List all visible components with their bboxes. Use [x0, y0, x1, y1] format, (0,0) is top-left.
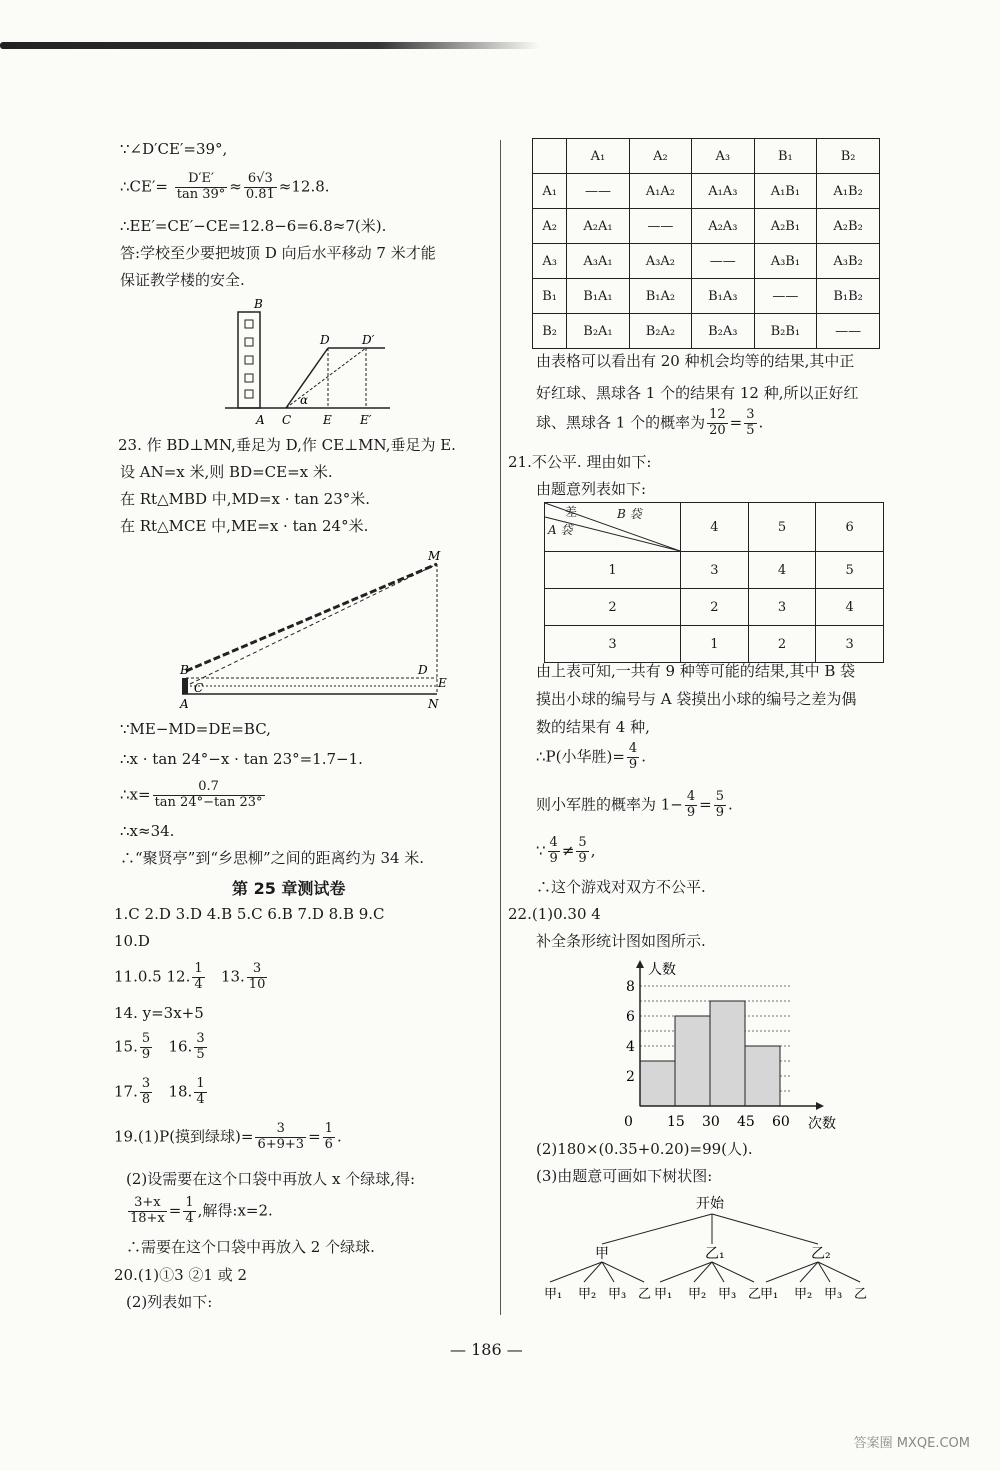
answer-20-2: (2)列表如下: — [126, 1293, 213, 1311]
sol-23b-line-1: ∵ME−MD=DE=BC, — [120, 720, 271, 738]
top-rule — [0, 42, 540, 49]
table-cell: B₁A₁ — [567, 279, 629, 314]
t1-fraction-2: $\frac{3}{5}$ — [746, 407, 755, 438]
answers-11-13: 11.0.5 12. $\frac{1}{4}$ 13. $\frac{3}{10}$ — [114, 961, 266, 992]
x-fraction: $\frac{0.7}{\tan 24^\circ-\tan 23^\circ}$ — [154, 779, 263, 810]
answers-line-2: 10.D — [114, 932, 150, 950]
q22-line-4: (3)由题意可画如下树状图: — [536, 1167, 713, 1185]
table-cell: —— — [817, 314, 880, 349]
table-cell: 2 — [681, 589, 749, 626]
tree-diagram — [520, 1192, 900, 1307]
table-cell: B₁A₃ — [692, 279, 754, 314]
fig1-label-e-prime: E′ — [360, 413, 372, 427]
table-row — [533, 279, 880, 314]
table-cell: A₂A₁ — [567, 209, 629, 244]
table-cell: A₃A₁ — [567, 244, 629, 279]
table-cell: B₂A₁ — [567, 314, 629, 349]
table-cell: 3 — [681, 552, 749, 589]
tree-node: 乙₁ — [705, 1246, 725, 1262]
table-row — [545, 552, 884, 589]
q21-text-2: 摸出小球的编号与 A 袋摸出小球的编号之差为偶 — [536, 690, 857, 708]
table-cell: —— — [754, 279, 817, 314]
table-cell: B₁B₂ — [817, 279, 880, 314]
table-cell: 4 — [748, 552, 816, 589]
table-cell: B₂A₂ — [629, 314, 691, 349]
table-header-cell: 5 — [748, 503, 816, 552]
tree-root: 开始 — [696, 1196, 724, 1212]
table-row — [533, 209, 880, 244]
q22-line-2: 补全条形统计图如图所示. — [536, 932, 706, 950]
tree-leaf: 乙 — [638, 1287, 652, 1302]
ce-fraction-2: $\frac{6√3}{0.81}$ — [245, 171, 275, 202]
y-axis-arrow — [636, 960, 644, 968]
answer-20-1: 20.(1)①3 ②1 或 2 — [114, 1266, 248, 1284]
table-cell: A₁A₃ — [692, 174, 754, 209]
q21-jun-fraction-2: $\frac{5}{9}$ — [715, 789, 725, 820]
page-number: — 186 — — [450, 1340, 523, 1359]
sol-23b-line-5: ∴“聚贤亭”到“乡思柳”之间的距离约为 34 米. — [120, 849, 425, 867]
x-tick-label: 60 — [772, 1114, 790, 1130]
sol-23-line-2: 设 AN=x 米,则 BD=CE=x 米. — [120, 463, 333, 481]
answer-19-1: 19.(1)P(摸到绿球)= $\frac{3}{6+9+3}$ = $\frac{1}{6}$ . — [114, 1121, 342, 1152]
sol-22-line-3: ∴EE′=CE′−CE=12.8−6=6.8≈7(米). — [120, 217, 387, 235]
corner-label-diff: 差 — [565, 505, 578, 519]
q21-conclusion: ∴这个游戏对双方不公平. — [536, 878, 706, 896]
q21-since-fraction-1: $\frac{4}{9}$ — [549, 835, 558, 866]
table-cell: A₂A₃ — [692, 209, 754, 244]
sol-22-line-4: 答:学校至少要把坡顶 D 向后水平移动 7 米才能 — [120, 244, 436, 262]
table-cell: —— — [629, 209, 691, 244]
table-cell: B₂ — [533, 314, 567, 349]
tree-edge — [660, 1262, 712, 1282]
table-header-cell: 6 — [816, 503, 884, 552]
x-tick-label: 30 — [702, 1114, 720, 1130]
ans-19-fraction-3: $\frac{3+x}{18+x}$ — [130, 1195, 165, 1226]
table-cell: B₁ — [533, 279, 567, 314]
sol-22-line-5: 保证教学楼的安全. — [120, 271, 245, 289]
answers-17-18: 17. $\frac{3}{8}$ 18. $\frac{1}{4}$ — [114, 1076, 205, 1107]
table-cell: 5 — [816, 552, 884, 589]
chapter-title: 第 25 章测试卷 — [232, 879, 346, 898]
ans-16-fraction: $\frac{3}{5}$ — [196, 1031, 205, 1062]
bar-chart — [615, 958, 836, 1132]
difference-table — [544, 502, 884, 663]
sol-23-line-1: 23. 作 BD⊥MN,垂足为 D,作 CE⊥MN,垂足为 E. — [118, 436, 456, 454]
row-header-cell: 2 — [545, 589, 681, 626]
q21-text-1: 由上表可知,一共有 9 种等可能的结果,其中 B 袋 — [536, 662, 856, 680]
sol-23b-line-2: ∴x · tan 24°−x · tan 23°=1.7−1. — [120, 750, 363, 768]
q21-since-fraction-2: $\frac{5}{9}$ — [578, 835, 587, 866]
table-header-cell: A₁ — [567, 139, 629, 174]
tree-leaf: 乙 — [854, 1287, 868, 1302]
fig2-label-a: A — [180, 697, 189, 711]
corner-label-bag-b: B 袋 — [617, 507, 642, 521]
fig2-label-m: M — [428, 549, 441, 563]
fig2-label-c: C — [194, 681, 204, 695]
row-header-cell: 3 — [545, 626, 681, 663]
fig1-label-e: E — [323, 413, 332, 427]
fig1-label-d: D — [320, 333, 330, 347]
q21-line-2: 由题意列表如下: — [536, 480, 647, 498]
tree-leaf: 甲₁ — [544, 1287, 563, 1302]
tree-leaf: 甲₃ — [718, 1287, 737, 1302]
answers-15-16: 15. $\frac{5}{9}$ 16. $\frac{3}{5}$ — [114, 1031, 205, 1062]
diagonal-header-cell — [545, 503, 681, 552]
tree-leaf: 乙 — [748, 1287, 762, 1302]
table-cell: —— — [692, 244, 754, 279]
table-row — [545, 589, 884, 626]
table-cell: A₂ — [533, 209, 567, 244]
table-header-cell: A₃ — [692, 139, 754, 174]
x-tick-label: 45 — [737, 1114, 755, 1130]
ans-19-fraction-4: $\frac{1}{4}$ — [185, 1195, 194, 1226]
table-cell: A₃ — [533, 244, 567, 279]
table-cell: 3 — [816, 626, 884, 663]
q21-line-1: 21.不公平. 理由如下: — [508, 453, 652, 471]
y-tick-label: 6 — [626, 1009, 635, 1025]
fig1-label-d-prime: D′ — [362, 333, 375, 347]
sol-23b-line-4: ∴x≈34. — [120, 822, 175, 840]
bar — [745, 1046, 780, 1106]
table-cell: A₃A₂ — [629, 244, 691, 279]
q21-probability: ∴P(小华胜)= $\frac{4}{9}$ . — [536, 741, 646, 772]
t1-text-2: 好红球、黑球各 1 个的结果有 12 种,所以正好红 — [536, 384, 859, 402]
tree-leaf: 甲₃ — [824, 1287, 843, 1302]
ans-15-fraction: $\frac{5}{9}$ — [141, 1031, 151, 1062]
answer-14: 14. y=3x+5 — [114, 1004, 204, 1022]
y-axis-label: 人数 — [648, 962, 676, 978]
table-cell: A₂B₂ — [817, 209, 880, 244]
table-cell: 1 — [681, 626, 749, 663]
figure-building-slope — [220, 296, 400, 430]
table-row — [545, 626, 884, 663]
column-divider — [500, 140, 501, 1315]
answer-19-2: (2)设需要在这个口袋中再放人 x 个绿球,得: — [126, 1170, 416, 1188]
q21-since: ∵ $\frac{4}{9}$ ≠ $\frac{5}{9}$ , — [536, 835, 596, 866]
tree-node: 甲 — [595, 1246, 609, 1262]
q21-p-fraction: $\frac{4}{9}$ — [628, 741, 638, 772]
tree-leaf: 甲₁ — [760, 1287, 779, 1302]
sol-22-line-2: ∴CE′= $\frac{D'E'}{\tan 39^\circ}$ ≈ $\frac{6√3}{0.81}$ ≈12.8. — [120, 171, 330, 202]
fig2-label-b: B — [180, 663, 189, 677]
tree-edge — [712, 1214, 818, 1244]
table-cell: 3 — [748, 589, 816, 626]
fig2-label-n: N — [428, 697, 439, 711]
table-cell: 4 — [816, 589, 884, 626]
bar — [675, 1016, 710, 1106]
bar — [710, 1001, 745, 1106]
q21-jun: 则小军胜的概率为 1− $\frac{4}{9}$ = $\frac{5}{9}$ . — [536, 789, 733, 820]
y-tick-label: 8 — [626, 979, 635, 995]
table-header-cell: A₂ — [629, 139, 691, 174]
tree-leaf: 甲₂ — [794, 1287, 813, 1302]
table-row — [533, 314, 880, 349]
tree-edge — [766, 1262, 818, 1282]
ans-19-fraction-2: $\frac{1}{6}$ — [324, 1121, 333, 1152]
table-cell: A₁A₂ — [629, 174, 691, 209]
fig1-label-alpha: α — [300, 393, 309, 407]
tree-leaf: 甲₂ — [688, 1287, 707, 1302]
answers-line-1: 1.C 2.D 3.D 4.B 5.C 6.B 7.D 8.B 9.C — [114, 905, 385, 923]
tree-leaf: 甲₃ — [608, 1287, 627, 1302]
tree-edge — [602, 1214, 712, 1244]
tree-node: 乙₂ — [811, 1246, 831, 1262]
bar — [640, 1061, 675, 1106]
fig1-label-c: C — [282, 413, 292, 427]
table-cell: B₂B₁ — [754, 314, 817, 349]
table-cell: A₃B₂ — [817, 244, 880, 279]
x-tick-label: 0 — [624, 1114, 633, 1130]
x-axis-arrow — [816, 1102, 824, 1110]
sol-23b-line-3: ∴x= $\frac{0.7}{\tan 24^\circ-\tan 23^\circ}$ — [120, 779, 263, 810]
ans-13-fraction: $\frac{3}{10}$ — [248, 961, 266, 992]
table-header-row — [533, 139, 880, 174]
tree-leaf: 甲₂ — [578, 1287, 597, 1302]
table-header-row — [545, 503, 884, 552]
q21-jun-fraction-1: $\frac{4}{9}$ — [686, 789, 696, 820]
q22-line-3: (2)180×(0.35+0.20)=99(人). — [536, 1140, 753, 1158]
ans-19-fraction-1: $\frac{3}{6+9+3}$ — [257, 1121, 305, 1152]
corner-label-bag-a: A 袋 — [548, 523, 573, 537]
y-tick-label: 2 — [626, 1069, 635, 1085]
sol-22-line-1: ∵∠D′CE′=39°, — [120, 140, 228, 158]
ce-fraction-1: $\frac{D'E'}{\tan 39^\circ}$ — [176, 171, 226, 202]
table-cell: A₃B₁ — [754, 244, 817, 279]
table-cell: A₁ — [533, 174, 567, 209]
ans-17-fraction: $\frac{3}{8}$ — [141, 1076, 151, 1107]
t1-fraction-1: $\frac{12}{20}$ — [709, 407, 726, 438]
table-header-cell: B₂ — [817, 139, 880, 174]
table-cell: A₂B₁ — [754, 209, 817, 244]
table-row — [533, 244, 880, 279]
answer-19-conclusion: ∴需要在这个口袋中再放入 2 个绿球. — [126, 1238, 375, 1256]
figure-distance-triangle — [170, 546, 455, 712]
q22-line-1: 22.(1)0.30 4 — [508, 905, 601, 923]
table-row — [533, 174, 880, 209]
fig2-label-d: D — [418, 663, 428, 677]
sol-23-line-3: 在 Rt△MBD 中,MD=x · tan 23°米. — [120, 490, 371, 508]
fig1-label-a: A — [256, 413, 265, 427]
sol-23-line-4: 在 Rt△MCE 中,ME=x · tan 24°米. — [120, 517, 369, 535]
table-cell: B₁A₂ — [629, 279, 691, 314]
fig2-label-e: E — [438, 676, 447, 690]
y-tick-label: 4 — [626, 1039, 635, 1055]
t1-text-1: 由表格可以看出有 20 种机会均等的结果,其中正 — [536, 352, 855, 370]
tree-edge — [550, 1262, 602, 1282]
table-cell: A₁B₂ — [817, 174, 880, 209]
x-axis-label: 次数 — [808, 1116, 836, 1132]
x-tick-label: 15 — [667, 1114, 685, 1130]
ans-18-fraction: $\frac{1}{4}$ — [196, 1076, 205, 1107]
table-cell: 2 — [748, 626, 816, 663]
table-cell: B₂A₃ — [692, 314, 754, 349]
ans-12-fraction: $\frac{1}{4}$ — [194, 961, 203, 992]
t1-text-3: 球、黑球各 1 个的概率为 $\frac{12}{20}$ = $\frac{3}{5}$ . — [536, 407, 764, 438]
answer-19-solve: $\frac{3+x}{18+x}$ = $\frac{1}{4}$ ,解得:x=2. — [130, 1195, 273, 1226]
table-header-cell: 4 — [681, 503, 749, 552]
fig1-label-b: B — [254, 297, 263, 311]
table-cell: —— — [567, 174, 629, 209]
row-header-cell: 1 — [545, 552, 681, 589]
table-cell: A₁B₁ — [754, 174, 817, 209]
q21-text-3: 数的结果有 4 种, — [536, 718, 650, 736]
table-header-cell — [533, 139, 567, 174]
outcomes-table — [532, 138, 880, 349]
watermark: 答案圈 MXQE.COM — [853, 1436, 970, 1451]
table-header-cell: B₁ — [754, 139, 817, 174]
tree-leaf: 甲₁ — [654, 1287, 673, 1302]
